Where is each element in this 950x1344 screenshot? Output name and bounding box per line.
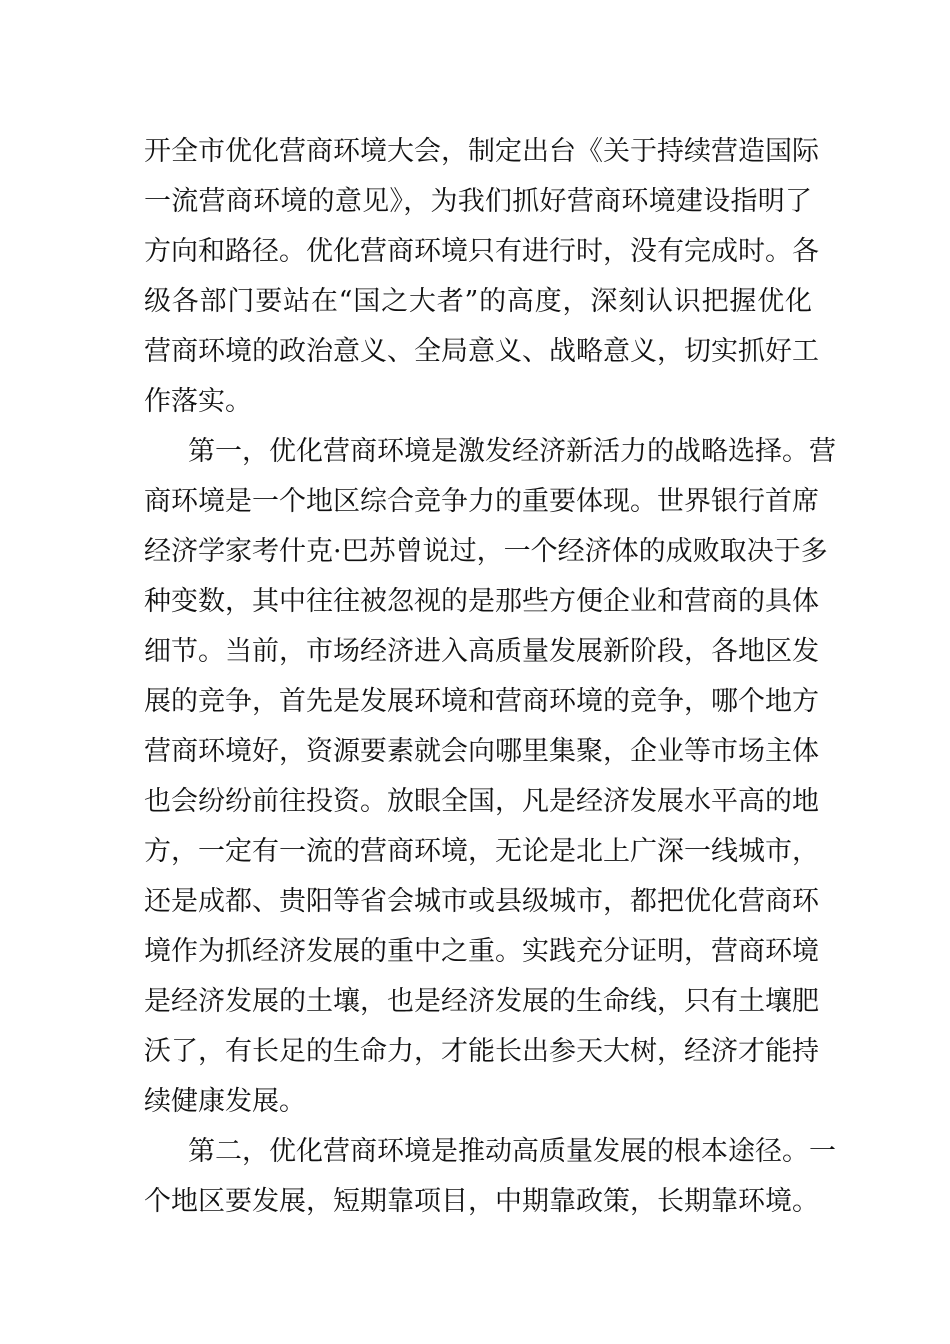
text-line: 营商环境的政治意义、全局意义、战略意义，切实抓好工 — [144, 336, 819, 367]
text-line: 展的竞争，首先是发展环境和营商环境的竞争，哪个地方 — [144, 686, 819, 717]
text-line: 是经济发展的土壤，也是经济发展的生命线，只有土壤肥 — [144, 986, 819, 1017]
paragraph-first-point — [144, 427, 836, 1127]
text-line: 第一，优化营商环境是激发经济新活力的战略选择。营 — [188, 436, 836, 467]
text-line: 级各部门要站在“国之大者”的高度，深刻认识把握优化 — [144, 286, 812, 317]
text-line: 开全市优化营商环境大会，制定出台《关于持续营造国际 — [144, 136, 819, 167]
text-line: 经济学家考什克·巴苏曾说过，一个经济体的成败取决于多 — [144, 536, 828, 567]
text-line: 一流营商环境的意见》，为我们抓好营商环境建设指明了 — [144, 186, 812, 217]
text-line: 商环境是一个地区综合竞争力的重要体现。世界银行首席 — [144, 486, 819, 517]
text-line: 第二，优化营商环境是推动高质量发展的根本途径。一 — [188, 1136, 836, 1167]
text-line: 营商环境好，资源要素就会向哪里集聚，企业等市场主体 — [144, 736, 819, 767]
text-line: 细节。当前，市场经济进入高质量发展新阶段，各地区发 — [144, 636, 819, 667]
text-line: 种变数，其中往往被忽视的是那些方便企业和营商的具体 — [144, 586, 819, 617]
text-line: 沃了，有长足的生命力，才能长出参天大树，经济才能持 — [144, 1036, 819, 1067]
text-line: 还是成都、贵阳等省会城市或县级城市，都把优化营商环 — [144, 886, 819, 917]
text-line: 个地区要发展，短期靠项目，中期靠政策，长期靠环境。 — [144, 1186, 819, 1217]
text-line: 作落实。 — [144, 386, 252, 417]
paragraph-intro — [144, 127, 819, 427]
text-line: 境作为抓经济发展的重中之重。实践充分证明，营商环境 — [144, 936, 819, 967]
paragraph-second-point — [144, 1127, 836, 1227]
text-line: 方，一定有一流的营商环境，无论是北上广深一线城市， — [144, 836, 819, 867]
text-line: 方向和路径。优化营商环境只有进行时，没有完成时。各 — [144, 236, 819, 267]
text-line: 续健康发展。 — [144, 1086, 306, 1117]
text-line: 也会纷纷前往投资。放眼全国，凡是经济发展水平高的地 — [144, 786, 819, 817]
body-text — [144, 127, 836, 1227]
